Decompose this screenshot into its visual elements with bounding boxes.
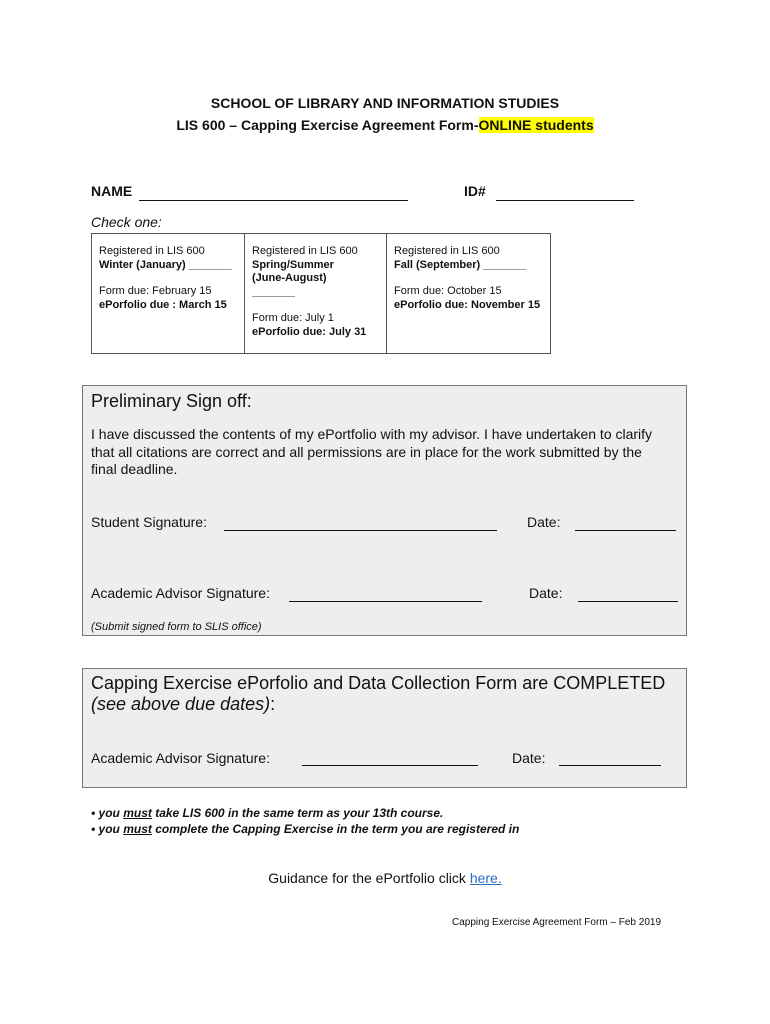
completed-date-field[interactable] (559, 750, 661, 766)
bullet-item: • you must complete the Capping Exercise in the term you are registered in (91, 822, 520, 836)
term-blank: _______ (252, 285, 295, 298)
bullet-item: • you must take LIS 600 in the same term as your 13th course. (91, 806, 444, 820)
term-name-sub: (June-August) (252, 272, 327, 284)
guidance-line (0, 870, 770, 886)
term-option-spring-summer[interactable] (244, 234, 386, 353)
term-registered: Registered in LIS 600 (252, 245, 358, 257)
completed-heading-text: Capping Exercise ePorfolio and Data Collection Form are COMPLETED (91, 673, 666, 693)
advisor-signature-label: Academic Advisor Signature: (91, 585, 270, 601)
term-option-fall[interactable] (386, 234, 550, 353)
completed-date-label: Date: (512, 750, 546, 766)
guidance-text: Guidance for the ePortfolio click (268, 870, 470, 886)
term-form-due: Form due: July 1 (252, 312, 334, 324)
term-portfolio-due: ePorfolio due : March 15 (99, 298, 227, 311)
advisor-date-label: Date: (529, 585, 563, 601)
term-form-due: Form due: October 15 (394, 285, 502, 297)
term-form-due: Form due: February 15 (99, 285, 212, 297)
term-name: Winter (January) _______ (99, 258, 232, 271)
term-table (91, 233, 551, 354)
submit-note: (Submit signed form to SLIS office) (91, 621, 262, 633)
student-date-field[interactable] (575, 515, 676, 531)
term-option-winter[interactable] (92, 234, 244, 353)
term-registered: Registered in LIS 600 (99, 245, 205, 257)
term-name: Spring/Summer (252, 258, 334, 271)
id-label: ID# (464, 183, 486, 199)
preliminary-paragraph: I have discussed the contents of my ePortfolio with my advisor. I have undertaken to clarify that all citations are correct and all permissions are in place for the work submitted by the final deadline. (91, 426, 653, 477)
completed-heading (91, 673, 681, 715)
subtitle-highlight: ONLINE students (478, 117, 594, 133)
advisor-signature-field[interactable] (289, 586, 482, 602)
student-signature-label: Student Signature: (91, 514, 207, 530)
completed-subheading: (see above due dates) (91, 694, 271, 714)
advisor-date-field[interactable] (578, 586, 678, 602)
document-subtitle (0, 117, 770, 133)
check-one-label: Check one: (91, 214, 162, 230)
completed-box (82, 668, 687, 788)
subtitle-prefix: LIS 600 – Capping Exercise Agreement Form- (176, 117, 479, 133)
term-portfolio-due: ePorfolio due: November 15 (394, 298, 541, 311)
term-name: Fall (September) _______ (394, 258, 527, 271)
completed-advisor-signature-field[interactable] (302, 750, 478, 766)
page-footer: Capping Exercise Agreement Form – Feb 2019 (452, 917, 661, 928)
document-title: SCHOOL OF LIBRARY AND INFORMATION STUDIES (210, 95, 560, 111)
completed-advisor-signature-label: Academic Advisor Signature: (91, 750, 270, 766)
preliminary-heading: Preliminary Sign off: (91, 391, 252, 411)
completed-subheading-suffix: : (270, 694, 276, 714)
term-registered: Registered in LIS 600 (394, 245, 500, 257)
preliminary-signoff-box (82, 385, 687, 636)
term-portfolio-due: ePorfolio due: July 31 (252, 325, 367, 338)
student-signature-field[interactable] (224, 515, 497, 531)
name-label: NAME (91, 183, 133, 199)
student-date-label: Date: (527, 514, 561, 530)
id-field[interactable] (496, 184, 634, 201)
guidance-link[interactable]: here. (469, 870, 502, 886)
name-field[interactable] (139, 184, 408, 201)
